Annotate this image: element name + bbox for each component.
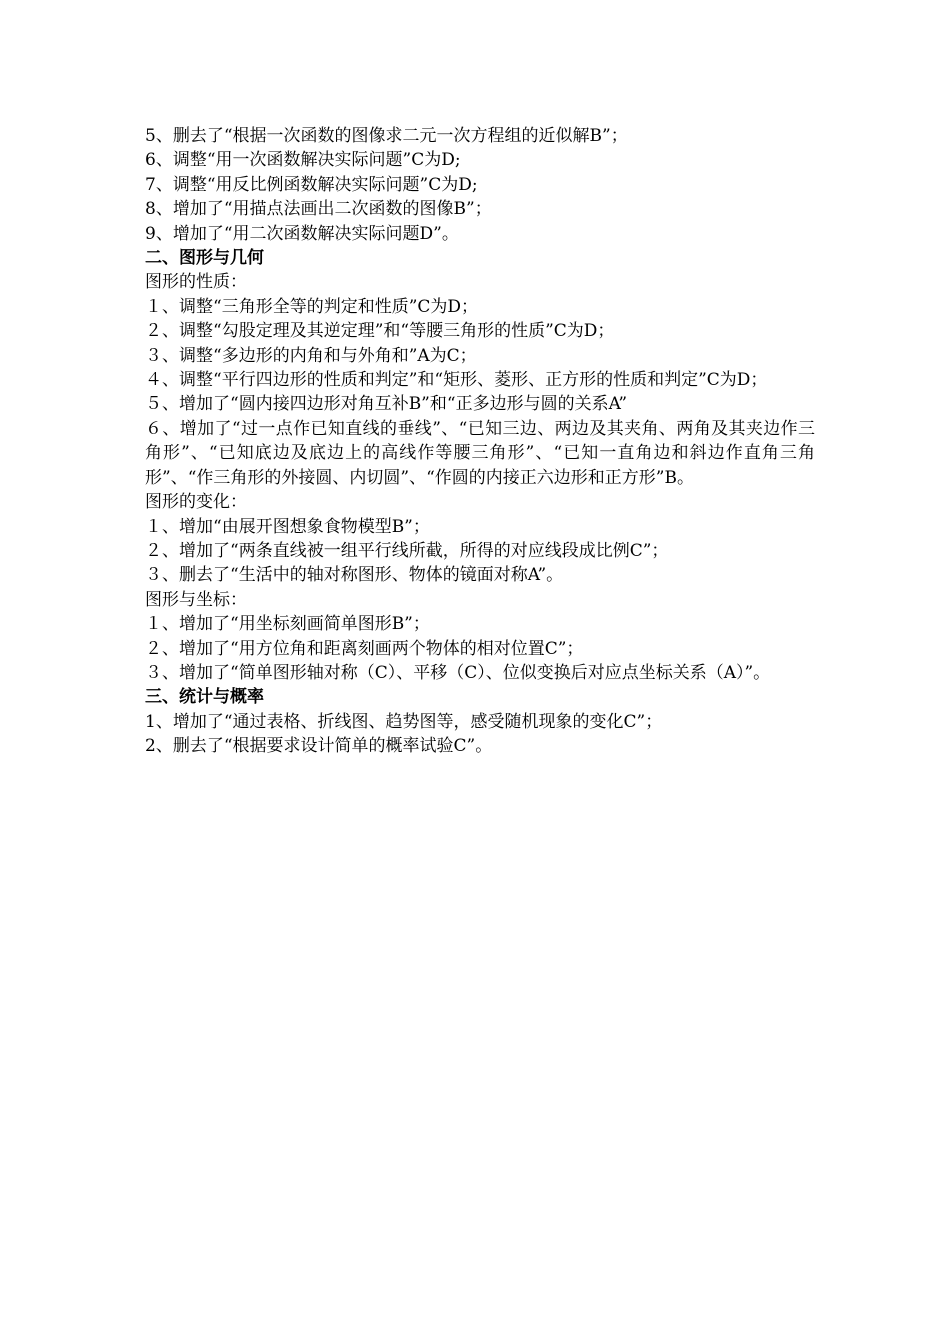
transformation-item-3: ３、删去了“生活中的轴对称图形、物体的镜面对称A”。	[145, 565, 564, 586]
subsection-title-transformation: 图形的变化：	[145, 492, 247, 513]
properties-item-1: １、调整“三角形全等的判定和性质”C为D；	[145, 296, 479, 317]
intro-line-8: 8、增加了“用描点法画出二次函数的图像B”；	[145, 199, 492, 220]
intro-line-7: 7、调整“用反比例函数解决实际问题”C为D;	[145, 174, 478, 195]
intro-line-6: 6、调整“用一次函数解决实际问题”C为D;	[145, 150, 461, 171]
statistics-item-1: 1、增加了“通过表格、折线图、趋势图等，感受随机现象的变化C”；	[145, 711, 663, 732]
properties-item-3: ３、调整“多边形的内角和与外角和”A为C；	[145, 345, 477, 366]
intro-line-9: 9、增加了“用二次函数解决实际问题D”。	[145, 223, 459, 244]
coordinates-item-3: ３、增加了“简单图形轴对称（C）、平移（C）、位似变换后对应点坐标关系（A）”。	[145, 662, 771, 683]
subsection-title-coordinates: 图形与坐标：	[145, 589, 247, 610]
document-page	[145, 124, 815, 759]
section-heading-statistics: 三、统计与概率	[145, 687, 264, 708]
transformation-item-2: ２、增加了“两条直线被一组平行线所截，所得的对应线段成比例C”；	[145, 540, 669, 561]
statistics-item-2: 2、删去了“根据要求设计简单的概率试验C”。	[145, 736, 493, 757]
properties-item-5: ５、增加了“圆内接四边形对角互补B”和“正多边形与圆的关系A”	[145, 394, 628, 415]
intro-line-5: 5、删去了“根据一次函数的图像求二元一次方程组的近似解B”；	[145, 126, 628, 146]
transformation-item-1: １、增加“由展开图想象食物模型B”；	[145, 516, 430, 537]
properties-item-4: ４、调整“平行四边形的性质和判定”和“矩形、菱形、正方形的性质和判定”C为D；	[145, 370, 768, 391]
section-heading-geometry: 二、图形与几何	[145, 248, 264, 269]
subsection-title-properties: 图形的性质：	[145, 272, 247, 293]
properties-item-6: ６、增加了“过一点作已知直线的垂线”、“已知三边、两边及其夹角、两角及其夹边作三角形”、“已知底边及底边上的高线作等腰三角形”、“已知一直角边和斜边作直角三角形”、“作三角形的外接圆、内切圆”、“作圆的内接正六边形和正方形”B。	[145, 418, 815, 488]
properties-item-2: ２、调整“勾股定理及其逆定理”和“等腰三角形的性质”C为D；	[145, 321, 615, 342]
coordinates-item-1: １、增加了“用坐标刻画简单图形B”；	[145, 614, 430, 635]
coordinates-item-2: ２、增加了“用方位角和距离刻画两个物体的相对位置C”；	[145, 638, 584, 659]
